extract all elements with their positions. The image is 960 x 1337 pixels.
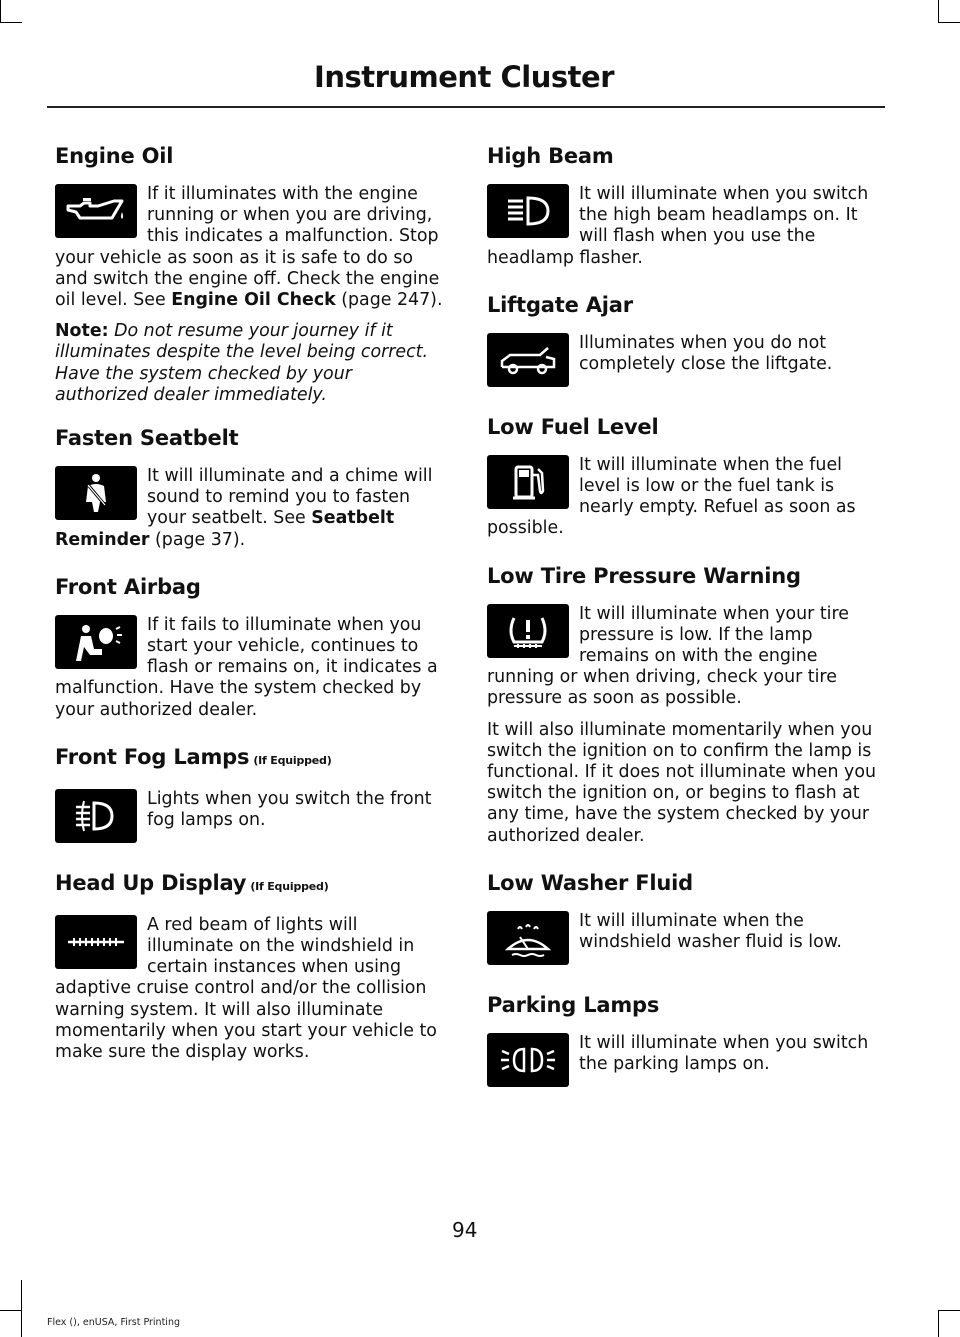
crop-mark <box>21 1280 22 1337</box>
section-front-fog-lamps <box>55 743 447 847</box>
oil-can-icon <box>55 184 137 238</box>
crop-mark <box>938 1310 939 1337</box>
section-heading: Head Up Display (If Equipped) <box>55 870 329 895</box>
crop-mark <box>938 0 939 22</box>
washer-fluid-icon <box>487 911 569 965</box>
section-body: Illuminates when you do not completely close the liftgate. <box>579 332 833 375</box>
section-heading: Front Fog Lamps (If Equipped) <box>55 744 332 769</box>
cross-reference[interactable]: Seatbelt Reminder <box>55 508 395 550</box>
note: Note: Do not resume your journey if it illuminates despite the level being correct. Have the system checked by your authorized dealer immediately. <box>55 321 429 405</box>
section-high-beam <box>487 142 879 269</box>
section-heading: Front Airbag <box>55 574 201 599</box>
right-column <box>487 142 879 1091</box>
high-beam-icon <box>487 184 569 238</box>
section-body: It will illuminate when you switch the parking lamps on. <box>579 1032 869 1075</box>
section-heading: High Beam <box>487 144 614 168</box>
parking-lamps-icon <box>487 1033 569 1087</box>
section-body: If it fails to illuminate when you start your vehicle, continues to flash or remains on, it indicates a malfunction. Have the system checked by your authorized dealer. <box>55 614 438 720</box>
seatbelt-icon <box>55 466 137 520</box>
header-divider <box>47 106 885 108</box>
section-heading: Low Fuel Level <box>487 414 659 439</box>
section-body: It will illuminate when the fuel level is low or the fuel tank is nearly empty. Refuel as soon as possible. <box>487 454 856 539</box>
fuel-pump-icon <box>487 455 569 509</box>
crop-mark <box>0 1310 22 1311</box>
crop-mark <box>938 22 960 23</box>
section-low-washer-fluid <box>487 869 879 969</box>
section-engine-oil <box>55 142 447 406</box>
section-body: If it illuminates with the engine running or when you are driving, this indicates a malfunction. Stop your vehicle as soon as it is safe to do so and switch the engine off. Check the engine oil level. See Engine Oil Check (page 247). <box>55 184 443 311</box>
equipment-tag: (If Equipped) <box>250 879 329 893</box>
section-parking-lamps <box>487 991 879 1091</box>
section-heading: Fasten Seatbelt <box>55 426 239 451</box>
equipment-tag: (If Equipped) <box>253 753 332 767</box>
section-body: It will illuminate and a chime will sound to remind you to fasten your seatbelt. See Seatbelt Reminder (page 37). <box>55 466 433 550</box>
crop-mark <box>0 22 22 23</box>
crop-mark <box>0 0 1 22</box>
left-column <box>55 142 447 1063</box>
tire-pressure-icon <box>487 604 569 658</box>
cross-reference[interactable]: Engine Oil Check <box>171 290 336 311</box>
section-body: Lights when you switch the front fog lamps on. <box>147 788 432 831</box>
section-low-tire-pressure <box>487 562 879 847</box>
section-heading: Parking Lamps <box>487 992 660 1017</box>
section-heading: Low Washer Fluid <box>487 870 693 895</box>
section-body: It will illuminate when the windshield washer fluid is low. <box>579 910 842 953</box>
section-body-continued: It will also illuminate momentarily when you switch the ignition on to confirm the lamp is functional. If it does not illuminate when you switch the ignition on, or begins to flash at any time, have the system checked by your authorized dealer. <box>487 719 876 846</box>
section-liftgate-ajar <box>487 291 879 391</box>
edition-footer: Flex (), enUSA, First Printing <box>47 1317 180 1328</box>
section-body: It will illuminate when your tire pressure is low. If the lamp remains on with the engine running or when driving, check your tire pressure as soon as possible. <box>487 603 849 709</box>
section-heading: Low Tire Pressure Warning <box>487 563 801 588</box>
crop-mark <box>938 1310 960 1311</box>
page-title: Instrument Cluster <box>314 60 614 94</box>
section-body: A red beam of lights will illuminate on the windshield in certain instances when using adaptive cruise control and/or the collision warning system. It will also illuminate momentarily when you start your vehicle to make sure the display works. <box>55 914 437 1063</box>
page-number: 94 <box>452 1218 478 1242</box>
section-body: It will illuminate when you switch the high beam headlamps on. It will flash when you use the headlamp flasher. <box>487 184 869 268</box>
front-fog-lamp-icon <box>55 789 137 843</box>
liftgate-icon <box>487 333 569 387</box>
section-heading: Engine Oil <box>55 144 174 168</box>
section-fasten-seatbelt <box>55 424 447 551</box>
section-low-fuel-level <box>487 413 879 540</box>
section-head-up-display <box>55 869 447 1063</box>
section-heading: Liftgate Ajar <box>487 292 633 317</box>
airbag-icon <box>55 615 137 669</box>
head-up-display-icon <box>55 915 137 969</box>
section-front-airbag <box>55 573 447 721</box>
